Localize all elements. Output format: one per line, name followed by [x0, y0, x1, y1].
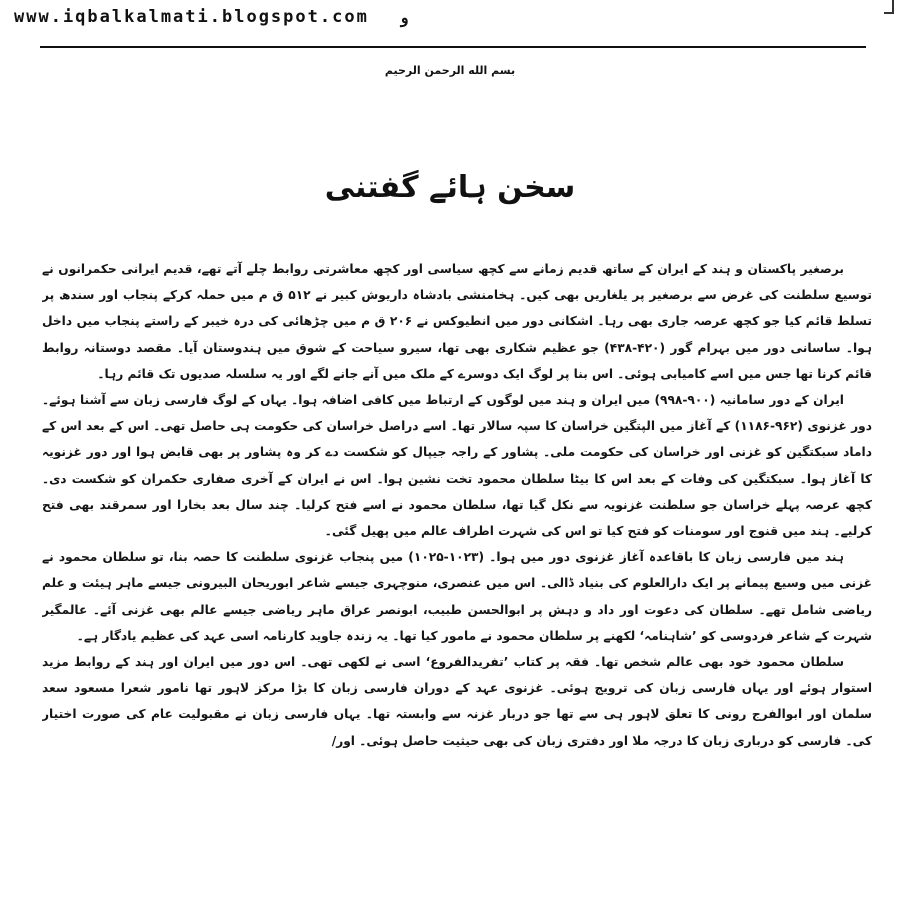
body-text — [42, 256, 872, 896]
header-rule — [40, 46, 866, 48]
corner-mark — [884, 0, 894, 14]
paragraph: ایران کے دور سامانیہ (۹۰۰-۹۹۸) میں ایران و ہند میں لوگوں کے ارتباط میں کافی اضافہ ہوا۔ یہاں کے لوگ فارسی زبان سے آشنا ہوئے۔ دور غزنوی (۹۶۲-۱۱۸۶) کے آغاز میں الپتگین خراسان کا سپہ سالار تھا۔ اسے دراصل خراسان کی حکومت ہی حاصل تھی۔ اس کے بعد اس کے داماد سبکتگین کو غزنی اور خراسان کی حکومت ملی۔ پشاور کے راجہ جیپال کو شکست دے کر وہ پشاور پر بھی قابض ہوا اور دور غزنویہ کا آغاز ہوا۔ سبکتگین کی وفات کے بعد اس کا بیٹا سلطان محمود تخت نشین ہوا۔ اس نے ایران کے آخری صفاری حکمران کو شکست دی۔ کچھ عرصہ پہلے خراسان جو سلطنت غزنویہ سے نکل گیا تھا، سلطان محمود نے اسے فتح کرلیا۔ چند سال بعد بخارا اور سمرقند بھی فتح کرلیے۔ ہند میں قنوج اور سومنات کو فتح کیا تو اس کی شہرت اطراف عالم میں پھیل گئی۔ — [42, 393, 872, 539]
page-title: سخن ہائے گفتنی — [324, 170, 576, 205]
paragraph: ہند میں فارسی زبان کا باقاعدہ آغاز غزنوی دور میں ہوا۔ (۱۰۲۳-۱۰۲۵) میں پنجاب غزنوی سلطنت کا حصہ بنا، تو سلطان محمود نے غزنی میں وسیع پیمانے پر ایک دارالعلوم کی بنیاد ڈالی۔ اس میں عنصری، منوچہری جیسے شاعر ابوریحان البیرونی جیسے ماہر ہیئت و علم ریاضی شامل تھے۔ سلطان کی دعوت اور داد و دہش پر ابوالحسن طبیب، ابونصر عراق ماہر ریاضی جیسے عالم بھی غزنی آئے۔ عالمگیر شہرت کے شاعر فردوسی کو ’شاہنامہ‘ لکھنے پر سلطان محمود نے مامور کیا تھا۔ یہ زندہ جاوید کارنامہ اسی عہد کی عظیم یادگار ہے۔ — [42, 550, 872, 643]
paragraph: سلطان محمود خود بھی عالم شخص تھا۔ فقہ پر کتاب ’تفریدالفروع‘ اسی نے لکھی تھی۔ اس دور میں ایران اور ہند کے روابط مزید استوار ہوئے اور یہاں فارسی زبان کی ترویج ہوئی۔ غزنوی عہد کے دوران فارسی زبان کا بڑا مرکز لاہور تھا نامور شعرا مسعود سعد سلمان اور ابوالفرج رونی کا تعلق لاہور ہی سے تھا جو دربار غزنہ سے وابستہ تھا۔ یہاں فارسی زبان نے مقبولیت عام کی صورت اختیار کی۔ فارسی کو درباری زبان کا درجہ ملا اور دفتری زبان کی بھی حیثیت حاصل ہوئی۔ اور/ — [42, 655, 872, 748]
header-mark: و — [400, 7, 409, 27]
page-header — [14, 4, 874, 30]
paragraph: برصغیر پاکستان و ہند کے ایران کے ساتھ قدیم زمانے سے کچھ سیاسی اور کچھ معاشرتی روابط چلے آتے تھے، قدیم ایرانی حکمرانوں نے توسیع سلطنت کی غرض سے برصغیر پر یلغاریں بھی کیں۔ ہخامنشی بادشاہ داریوش کبیر نے ۵۱۲ ق م میں حملہ کرکے پنجاب اور سندھ پر تسلط قائم کیا جو کچھ عرصہ جاری بھی رہا۔ اشکانی دور میں انطیوکس نے ۲۰۶ ق م میں چڑھائی کی درہ خیبر کے راستے پنجاب میں داخل ہوا۔ ساسانی دور میں بہرام گور (۴۲۰-۴۳۸) جو عظیم شکاری بھی تھا، سیرو سیاحت کے شوق میں ہندوستان آیا۔ مقصد دوستانہ روابط قائم کرنا تھا جس میں اسے کامیابی ہوئی۔ اس بنا پر لوگ ایک دوسرے کے ملک میں آنے جانے لگے اور یہ سلسلہ صدیوں تک قائم رہا۔ — [42, 262, 872, 381]
bismillah: بسم الله الرحمن الرحیم — [384, 64, 516, 77]
site-url: www.iqbalkalmati.blogspot.com — [14, 7, 369, 27]
